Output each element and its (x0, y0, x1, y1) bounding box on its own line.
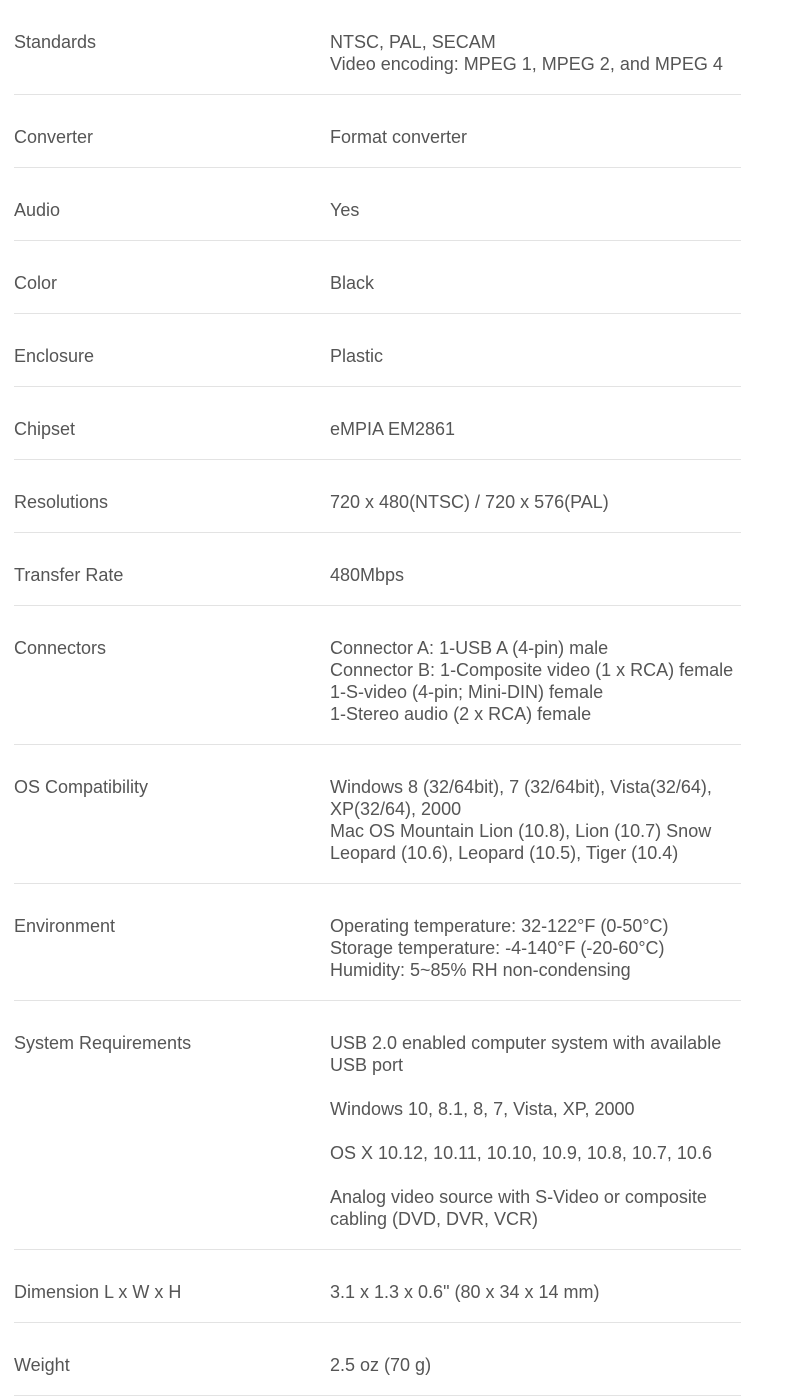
spec-value-line: Black (330, 273, 375, 293)
spec-value-line: eMPIA EM2861 (330, 419, 456, 439)
spec-value-line: Analog video source with S-Video or composite (330, 1187, 707, 1207)
spec-value-line: USB 2.0 enabled computer system with available (330, 1033, 722, 1053)
spec-value-line: Windows 10, 8.1, 8, 7, Vista, XP, 2000 (330, 1099, 635, 1119)
spec-value-line: Mac OS Mountain Lion (10.8), Lion (10.7) Snow (330, 821, 712, 841)
spec-value (330, 564, 741, 586)
spec-row (14, 1250, 741, 1323)
spec-row (14, 1001, 741, 1250)
spec-value-paragraph (330, 1142, 741, 1164)
spec-value-line: Humidity: 5~85% RH non-condensing (330, 960, 631, 980)
spec-value (330, 272, 741, 294)
spec-value-line: Leopard (10.6), Leopard (10.5), Tiger (10.4) (330, 843, 679, 863)
spec-value (330, 776, 741, 864)
spec-value-line: 3.1 x 1.3 x 0.6" (80 x 34 x 14 mm) (330, 1282, 600, 1302)
spec-value (330, 199, 741, 221)
spec-value-line: 480Mbps (330, 565, 405, 585)
spec-value-line: Storage temperature: -4-140°F (-20-60°C) (330, 938, 665, 958)
spec-value-paragraph (330, 1032, 741, 1076)
spec-value-line: Yes (330, 200, 360, 220)
spec-label: Audio (14, 200, 61, 220)
spec-value-line: Connector A: 1-USB A (4-pin) male (330, 638, 609, 658)
spec-row (14, 0, 741, 95)
spec-value-line: Windows 8 (32/64bit), 7 (32/64bit), Vista(32/64), (330, 777, 712, 797)
spec-row (14, 884, 741, 1001)
spec-label: Chipset (14, 419, 76, 439)
spec-label: Color (14, 273, 58, 293)
spec-value-line: 2.5 oz (70 g) (330, 1355, 432, 1375)
spec-value (330, 345, 741, 367)
spec-label: Connectors (14, 638, 107, 658)
spec-label: System Requirements (14, 1033, 192, 1053)
spec-value (330, 418, 741, 440)
spec-row (14, 533, 741, 606)
spec-value (330, 126, 741, 148)
spec-value (330, 1281, 741, 1303)
spec-value-line: 1-Stereo audio (2 x RCA) female (330, 704, 592, 724)
spec-value-line: cabling (DVD, DVR, VCR) (330, 1209, 539, 1229)
spec-value (330, 31, 741, 75)
spec-row (14, 606, 741, 745)
spec-value-line: Video encoding: MPEG 1, MPEG 2, and MPEG 4 (330, 54, 723, 74)
spec-value-line: Operating temperature: 32-122°F (0-50°C) (330, 916, 669, 936)
spec-row (14, 387, 741, 460)
spec-value-line: OS X 10.12, 10.11, 10.10, 10.9, 10.8, 10.7, 10.6 (330, 1143, 712, 1163)
spec-row (14, 745, 741, 884)
spec-value-paragraph (330, 1098, 741, 1120)
spec-label: Dimension L x W x H (14, 1282, 182, 1302)
spec-value-line: Plastic (330, 346, 384, 366)
spec-value (330, 915, 741, 981)
spec-row (14, 314, 741, 387)
spec-value (330, 491, 741, 513)
spec-row (14, 1323, 741, 1396)
spec-row (14, 460, 741, 533)
spec-value-line: 1-S-video (4-pin; Mini-DIN) female (330, 682, 604, 702)
spec-value-line: Connector B: 1-Composite video (1 x RCA) female (330, 660, 734, 680)
spec-value-line: NTSC, PAL, SECAM (330, 32, 496, 52)
spec-label: Weight (14, 1355, 70, 1375)
spec-value-line: 720 x 480(NTSC) / 720 x 576(PAL) (330, 492, 609, 512)
spec-row (14, 241, 741, 314)
spec-value-paragraph (330, 1186, 741, 1230)
spec-label: Enclosure (14, 346, 95, 366)
spec-row (14, 168, 741, 241)
spec-value-line: Format converter (330, 127, 468, 147)
spec-label: Converter (14, 127, 94, 147)
spec-label: Resolutions (14, 492, 109, 512)
spec-value (330, 637, 741, 725)
spec-value (330, 1354, 741, 1376)
spec-value-line: XP(32/64), 2000 (330, 799, 462, 819)
spec-value-line: USB port (330, 1055, 404, 1075)
spec-label: Environment (14, 916, 116, 936)
spec-label: Standards (14, 32, 97, 52)
spec-label: OS Compatibility (14, 777, 149, 797)
spec-value (330, 1032, 741, 1230)
spec-row (14, 95, 741, 168)
spec-table (14, 0, 741, 1396)
spec-label: Transfer Rate (14, 565, 124, 585)
